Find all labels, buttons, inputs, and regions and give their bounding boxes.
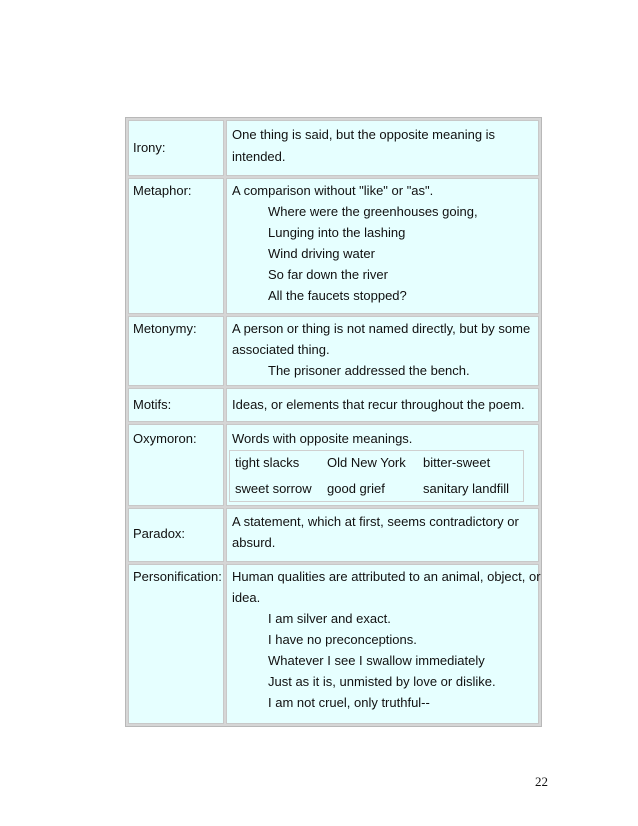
example-line: Whatever I see I swallow immediately xyxy=(268,653,485,668)
term-paradox: Paradox: xyxy=(133,526,186,541)
example-line: Wind driving water xyxy=(268,246,375,261)
definition-cell xyxy=(226,120,539,176)
definition-line: A comparison without "like" or "as". xyxy=(232,183,434,198)
row-metaphor xyxy=(128,178,539,314)
definition-cell xyxy=(226,508,539,562)
term-cell xyxy=(128,178,224,314)
oxymoron-example: good grief xyxy=(327,481,385,496)
term-cell xyxy=(128,424,224,506)
oxymoron-example: tight slacks xyxy=(235,455,300,470)
term-metaphor: Metaphor: xyxy=(133,183,192,198)
example-line: Just as it is, unmisted by love or dislike. xyxy=(268,674,496,689)
example-line: The prisoner addressed the bench. xyxy=(268,363,470,378)
definition-cell xyxy=(226,388,539,422)
term-cell xyxy=(128,120,224,176)
oxymoron-example: sanitary landfill xyxy=(423,481,509,496)
example-line: I have no preconceptions. xyxy=(268,632,417,647)
definition-line: associated thing. xyxy=(232,342,330,357)
term-metonymy: Metonymy: xyxy=(133,321,197,336)
page-number: 22 xyxy=(535,774,548,789)
definition-cell xyxy=(226,564,539,724)
oxymoron-example: bitter-sweet xyxy=(423,455,491,470)
row-metonymy xyxy=(128,316,539,386)
term-cell xyxy=(128,316,224,386)
literary-terms-table xyxy=(125,117,542,727)
definition-line: A statement, which at first, seems contradictory or xyxy=(232,514,519,529)
definition-cell xyxy=(226,178,539,314)
row-personification xyxy=(128,564,539,724)
example-line: Where were the greenhouses going, xyxy=(268,204,478,219)
definition-line: Words with opposite meanings. xyxy=(232,431,413,446)
oxymoron-examples-grid xyxy=(229,450,524,502)
row-oxymoron xyxy=(128,424,539,506)
oxymoron-example: sweet sorrow xyxy=(235,481,312,496)
definition-line: A person or thing is not named directly, but by some xyxy=(232,321,531,336)
term-personification: Personification: xyxy=(133,569,222,584)
definition-line: Human qualities are attributed to an animal, object, or xyxy=(232,569,541,584)
definition-line: One thing is said, but the opposite meaning is xyxy=(232,127,496,142)
definition-line: Ideas, or elements that recur throughout the poem. xyxy=(232,397,525,412)
row-paradox xyxy=(128,508,539,562)
term-motifs: Motifs: xyxy=(133,397,172,412)
example-line: Lunging into the lashing xyxy=(268,225,406,240)
definition-line: absurd. xyxy=(232,535,276,550)
oxymoron-example: Old New York xyxy=(327,455,406,470)
example-line: All the faucets stopped? xyxy=(268,288,407,303)
term-cell xyxy=(128,388,224,422)
term-cell xyxy=(128,564,224,724)
definition-cell xyxy=(226,316,539,386)
term-irony: Irony: xyxy=(133,140,166,155)
term-cell xyxy=(128,508,224,562)
example-line: I am silver and exact. xyxy=(268,611,391,626)
row-irony xyxy=(128,120,539,176)
definition-line: idea. xyxy=(232,590,261,605)
row-motifs xyxy=(128,388,539,422)
example-line: I am not cruel, only truthful-- xyxy=(268,695,430,710)
definition-line: intended. xyxy=(232,149,286,164)
example-line: So far down the river xyxy=(268,267,388,282)
term-oxymoron: Oxymoron: xyxy=(133,431,197,446)
